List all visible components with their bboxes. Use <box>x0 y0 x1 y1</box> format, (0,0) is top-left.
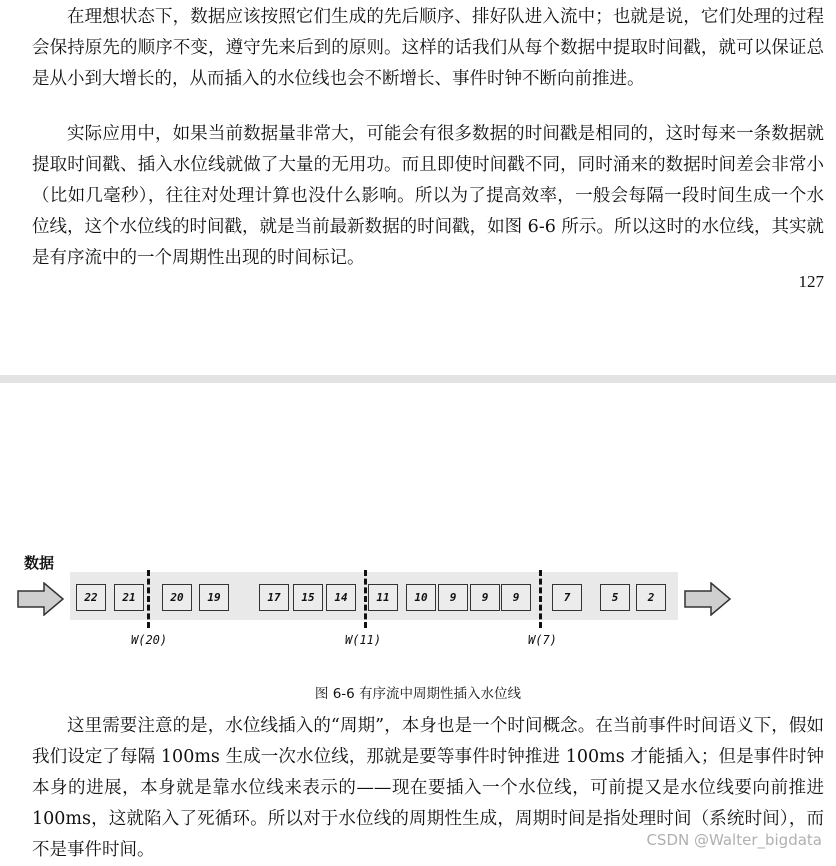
watermark-label: W(20) <box>131 633 168 647</box>
event-box: 7 <box>552 584 582 611</box>
event-box: 10 <box>406 584 436 611</box>
event-box: 20 <box>162 584 192 611</box>
right-arrow-icon <box>684 582 732 616</box>
figure-caption: 图 6-6 有序流中周期性插入水位线 <box>314 686 522 702</box>
data-label: 数据 <box>24 554 55 572</box>
event-box: 5 <box>600 584 630 611</box>
event-box: 11 <box>368 584 398 611</box>
event-box: 22 <box>76 584 106 611</box>
event-box: 19 <box>199 584 229 611</box>
paragraph-1: 在理想状态下，数据应该按照它们生成的先后顺序、排好队进入流中；也就是说，它们处理的过程会保持原先的顺序不变，遵守先来后到的原则。这样的话我们从每个数据中提取时间戳，就可以保证总是从小到大增长的，从而插入的水位线也会不断增长、事件时钟不断向前推进。 <box>32 7 824 89</box>
event-box: 21 <box>114 584 144 611</box>
csdn-watermark: CSDN @Walter_bigdata <box>646 831 822 849</box>
page-break <box>0 375 836 383</box>
watermark-label: W(7) <box>528 633 557 647</box>
page-top <box>0 0 836 375</box>
figure-ordered-stream <box>0 540 836 660</box>
watermark-label: W(11) <box>345 633 382 647</box>
watermark-line <box>147 570 150 628</box>
page-number: 127 <box>798 272 824 291</box>
paragraph-2: 实际应用中，如果当前数据量非常大，可能会有很多数据的时间戳是相同的，这时每来一条数据就提取时间戳、插入水位线就做了大量的无用功。而且即使时间戳不同，同时涌来的数据时间差会非常小（比如几毫秒），往往对处理计算也没什么影响。所以为了提高效率，一般会每隔一段时间生成一个水位线，这个水位线的时间戳，就是当前最新数据的时间戳，如图 6-6 所示。所以这时的水位线，其实就是有序流中的一个周期性出现的时间标记。 <box>32 124 824 268</box>
event-box: 9 <box>438 584 468 611</box>
event-box: 9 <box>501 584 531 611</box>
left-arrow-icon <box>17 582 65 616</box>
paragraph-3: 这里需要注意的是，水位线插入的“周期”，本身也是一个时间概念。在当前事件时间语义下，假如我们设定了每隔 100ms 生成一次水位线，那就是要等事件时钟推进 100ms 才能插入；但是事件时钟本身的进展，本身就是靠水位线来表示的——现在要插入一个水位线，可前提又是水位线要向前推进 100ms，这就陷入了死循环。所以对于水位线的周期性生成，周期时间是指处理时间（系统时间），而不是事件时间。 <box>32 716 824 860</box>
watermark-line <box>539 570 542 628</box>
event-box: 14 <box>326 584 356 611</box>
event-box: 2 <box>636 584 666 611</box>
event-box: 17 <box>259 584 289 611</box>
event-box: 15 <box>293 584 323 611</box>
watermark-line <box>364 570 367 628</box>
event-box: 9 <box>470 584 500 611</box>
